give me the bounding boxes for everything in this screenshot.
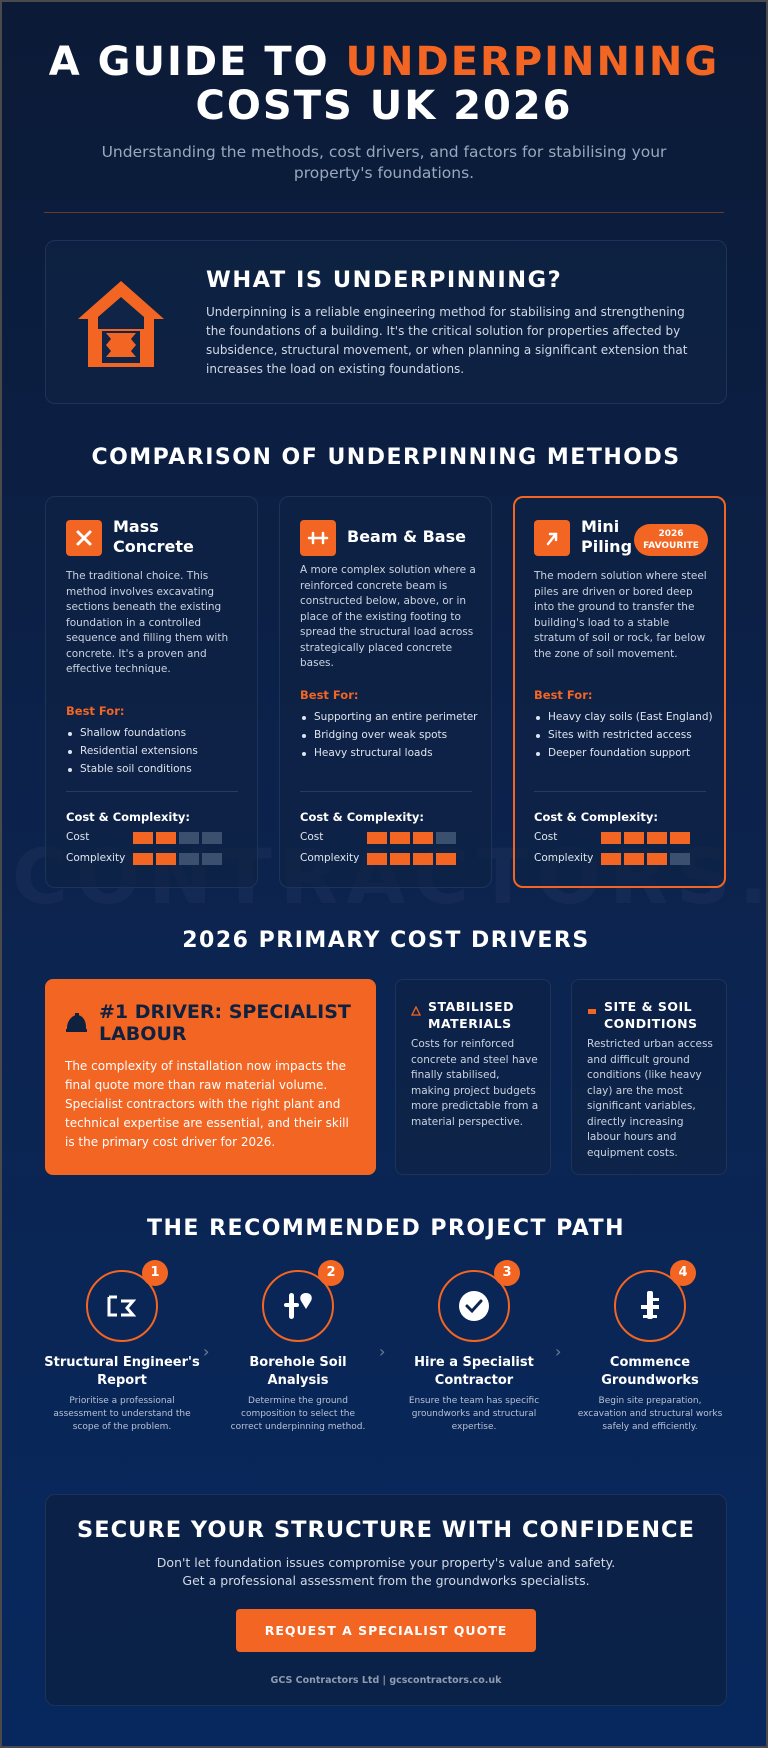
step-number: 1 [142, 1260, 168, 1286]
method-card-mass-concrete [45, 496, 258, 888]
best-for-list [300, 710, 480, 764]
step-number: 3 [494, 1260, 520, 1286]
level-segment-empty [670, 853, 690, 865]
cost-bar-row [66, 831, 240, 845]
what-is-text: Underpinning is a reliable engineering method for stabilising and strengthening the foundations of a building. It's the critical solution for properties affected by subsidence, structural movement, or when planning a significant extension that increases the load on existing foundations. [206, 305, 688, 376]
best-for-label: Best For: [300, 688, 359, 702]
pile-icon [635, 1289, 665, 1323]
title-part2: COSTS UK 2026 [195, 83, 573, 129]
worker-helmet-icon [65, 1012, 87, 1034]
level-segment-filled [156, 832, 176, 844]
driver-main-text: The complexity of installation now impacts the final quote more than raw material volume. Specialist contractors with the right plant and technical expertise are essential, and their skill is the primary cost driver for 2026. [65, 1059, 349, 1149]
level-segment-filled [133, 853, 153, 865]
list-item: Deeper foundation support [534, 746, 714, 761]
cta-footer: GCS Contractors Ltd | gcscontractors.co.uk [270, 1675, 502, 1686]
method-card-mini-piling [513, 496, 726, 888]
what-is-card [45, 240, 727, 404]
best-for-label: Best For: [534, 688, 593, 702]
complexity-label: Complexity [534, 852, 594, 864]
driver-card-materials [395, 979, 551, 1175]
level-segment-empty [202, 832, 222, 844]
driver-card-site-soil [571, 979, 727, 1175]
cost-label: Cost [300, 831, 324, 843]
step-description: Ensure the team has specific groundworks and structural expertise. [408, 1396, 540, 1432]
driver-main-title: #1 DRIVER: SPECIALIST LABOUR [99, 1001, 351, 1045]
level-segment-filled [670, 832, 690, 844]
driver-main-card [45, 979, 376, 1175]
level-segment-filled [156, 853, 176, 865]
level-segment-filled [436, 853, 456, 865]
title-part1: A GUIDE TO [48, 39, 346, 85]
title-accent: UNDERPINNING [345, 39, 720, 85]
step-circle [438, 1265, 512, 1342]
warning-icon [411, 1006, 421, 1016]
list-item: Sites with restricted access [534, 728, 714, 743]
level-segment-filled [601, 832, 621, 844]
cost-complexity-title: Cost & Complexity: [534, 810, 658, 824]
level-segment-filled [601, 853, 621, 865]
level-segment-filled [390, 832, 410, 844]
level-segment-filled [367, 853, 387, 865]
cost-label: Cost [534, 831, 558, 843]
cross-icon [66, 520, 102, 556]
path-step-4 [570, 1265, 730, 1434]
method-name: Beam & Base [347, 527, 466, 546]
method-description: A more complex solution where a reinforced concrete beam is constructed below, above, or in place of the existing footing to spread the structural load across strategically placed concrete bases. [300, 564, 476, 669]
site-icon [587, 1006, 597, 1016]
step-circle [614, 1265, 688, 1342]
beam-icon [300, 520, 336, 556]
complexity-label: Complexity [66, 852, 126, 864]
level-segment-empty [436, 832, 456, 844]
level-segment-filled [367, 832, 387, 844]
cta-text: Don't let foundation issues compromise your property's value and safety. Get a professional assessment from the groundworks specialists. [156, 1555, 616, 1588]
list-item: Heavy clay soils (East England) [534, 710, 714, 725]
level-segment-filled [133, 832, 153, 844]
level-segment-empty [179, 832, 199, 844]
cost-bar-row [534, 831, 708, 845]
step-number: 4 [670, 1260, 696, 1286]
complexity-bar-row [534, 852, 708, 866]
soil-probe-icon [281, 1289, 315, 1323]
step-number: 2 [318, 1260, 344, 1286]
level-segment-filled [624, 832, 644, 844]
method-name: Mini Piling [581, 517, 633, 556]
level-segment-filled [624, 853, 644, 865]
list-item: Heavy structural loads [300, 746, 480, 761]
method-description: The traditional choice. This method involves excavating sections beneath the existing foundation in a controlled sequence and filling them with concrete. It's a proven and effective technique. [66, 570, 229, 675]
step-title: Structural Engineer's Report [44, 1355, 200, 1388]
driver-card-text: Restricted urban access and difficult ground conditions (like heavy clay) are the most significant variables, directly increasing labour hours and equipment costs. [587, 1038, 713, 1159]
favourite-badge: 2026 FAVOURITE [634, 524, 708, 556]
chevron-right-icon: › [379, 1342, 386, 1361]
best-for-list [534, 710, 714, 764]
path-step-3 [394, 1265, 554, 1434]
level-segment-empty [202, 853, 222, 865]
chevron-right-icon: › [555, 1342, 562, 1361]
methods-section-title: COMPARISON OF UNDERPINNING METHODS [91, 445, 681, 470]
step-title: Borehole Soil Analysis [249, 1355, 347, 1388]
level-segment-filled [647, 832, 667, 844]
driver-card-text: Costs for reinforced concrete and steel have finally stabilised, making project budgets more predictable from a material perspective. [411, 1038, 539, 1128]
step-title: Hire a Specialist Contractor [414, 1355, 534, 1388]
driver-card-title: STABILISED MATERIALS [428, 999, 514, 1031]
header-divider [44, 212, 724, 213]
driver-card-title: SITE & SOIL CONDITIONS [604, 999, 698, 1031]
arrow-up-icon [534, 520, 570, 556]
step-description: Begin site preparation, excavation and structural works safely and efficiently. [577, 1396, 723, 1432]
complexity-label: Complexity [300, 852, 360, 864]
card-divider [300, 791, 472, 792]
level-segment-filled [647, 853, 667, 865]
complexity-bar-row [66, 852, 240, 866]
path-step-1 [42, 1265, 202, 1434]
step-title: Commence Groundworks [601, 1355, 699, 1388]
cta-card [45, 1494, 727, 1706]
page-subtitle: Understanding the methods, cost drivers, and factors for stabilising your property's foundations. [101, 143, 667, 182]
card-divider [66, 791, 238, 792]
report-icon [105, 1291, 139, 1321]
step-circle [262, 1265, 336, 1342]
complexity-bar-row [300, 852, 474, 866]
step-description: Prioritise a professional assessment to understand the scope of the problem. [53, 1396, 191, 1432]
cost-label: Cost [66, 831, 90, 843]
level-segment-empty [179, 853, 199, 865]
list-item: Residential extensions [66, 744, 246, 759]
what-is-title: WHAT IS UNDERPINNING? [206, 267, 563, 293]
card-divider [534, 791, 706, 792]
step-description: Determine the ground composition to select the correct underpinning method. [230, 1396, 366, 1432]
list-item: Supporting an entire perimeter [300, 710, 480, 725]
cost-complexity-title: Cost & Complexity: [66, 810, 190, 824]
request-quote-button[interactable]: REQUEST A SPECIALIST QUOTE [236, 1609, 536, 1652]
step-circle [86, 1265, 160, 1342]
path-step-2 [218, 1265, 378, 1434]
best-for-label: Best For: [66, 704, 125, 718]
method-card-beam-base [279, 496, 492, 888]
best-for-list [66, 726, 246, 780]
list-item: Bridging over weak spots [300, 728, 480, 743]
check-icon [458, 1290, 490, 1322]
level-segment-filled [413, 832, 433, 844]
header [2, 2, 766, 213]
drivers-section-title: 2026 PRIMARY COST DRIVERS [182, 928, 590, 953]
cost-bar-row [300, 831, 474, 845]
list-item: Shallow foundations [66, 726, 246, 741]
cost-complexity-title: Cost & Complexity: [300, 810, 424, 824]
page-title [2, 40, 766, 128]
cta-title: SECURE YOUR STRUCTURE WITH CONFIDENCE [77, 1517, 695, 1543]
level-segment-filled [390, 853, 410, 865]
path-section-title: THE RECOMMENDED PROJECT PATH [147, 1216, 625, 1241]
method-name: Mass Concrete [113, 517, 194, 556]
level-segment-filled [413, 853, 433, 865]
list-item: Stable soil conditions [66, 762, 246, 777]
method-description: The modern solution where steel piles are driven or bored deep into the ground to transfer the building's load to a stable stratum of soil or rock, far below the zone of soil movement. [534, 570, 707, 660]
house-foundation-icon [76, 277, 166, 367]
chevron-right-icon: › [203, 1342, 210, 1361]
